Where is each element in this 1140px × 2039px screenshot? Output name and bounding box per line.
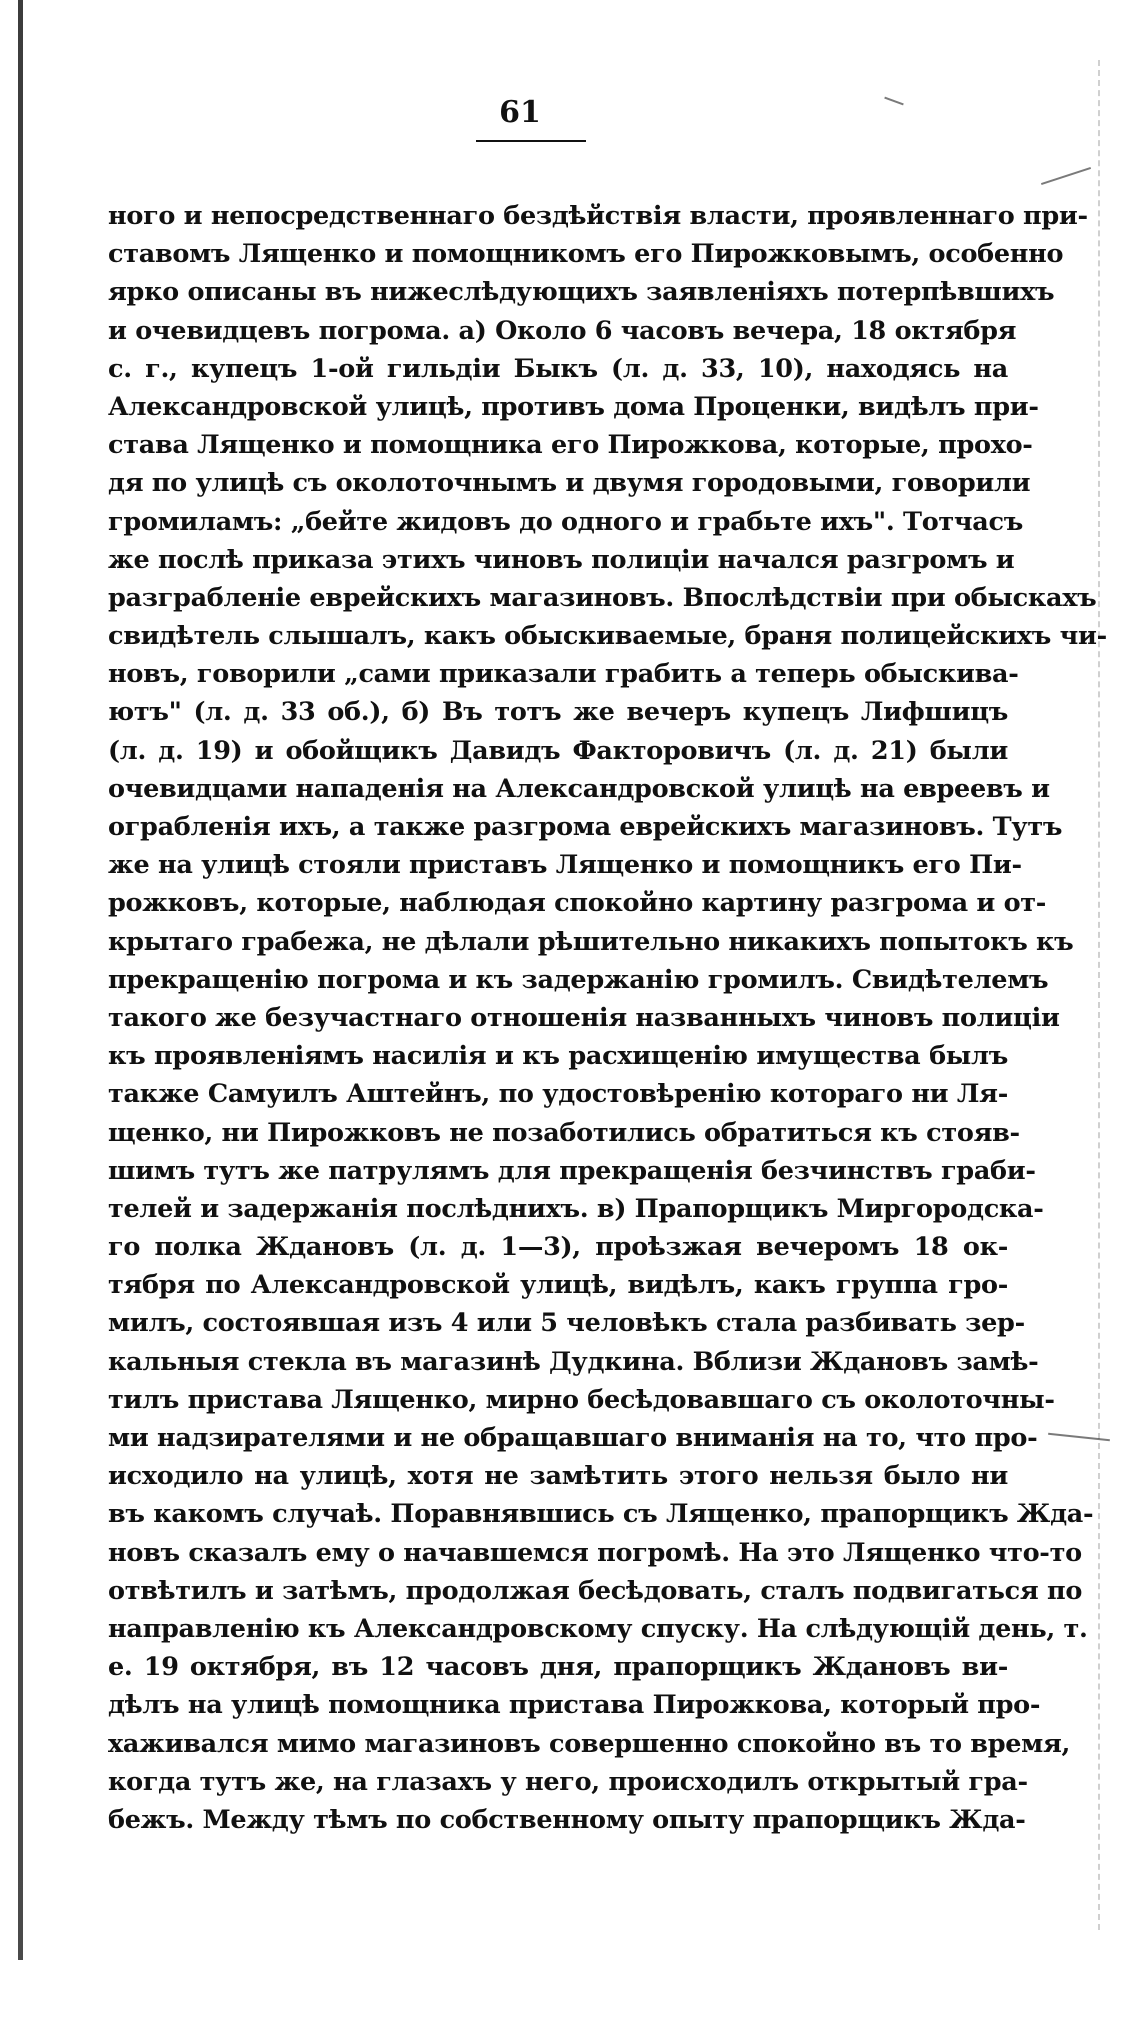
text-line: го полка Ждановъ (л. д. 1—3), проѣзжая вечеромъ 18 ок-: [108, 1232, 1008, 1263]
text-line: и очевидцевъ погрома. а) Около 6 часовъ вечера, 18 октября: [108, 315, 1017, 346]
text-line: милъ, состоявшая изъ 4 или 5 человѣкъ стала разбивать зер-: [108, 1308, 1025, 1339]
text-line: ярко описаны въ нижеслѣдующихъ заявленіяхъ потерпѣвшихъ: [108, 277, 1055, 308]
margin-mark: [1041, 167, 1091, 185]
text-line: с. г., купецъ 1-ой гильдіи Быкъ (л. д. 33, 10), находясь на: [108, 353, 1008, 384]
text-line: хаживался мимо магазиновъ совершенно спокойно въ то время,: [108, 1728, 1071, 1759]
page-right-edge-marks: [1098, 60, 1102, 1930]
text-line: очевидцами нападенія на Александровской улицѣ на евреевъ и: [108, 773, 1050, 804]
text-line: также Самуилъ Аштейнъ, по удостовѣренію котораго ни Ля-: [108, 1079, 1008, 1110]
text-line: рожковъ, которые, наблюдая спокойно картину разгрома и от-: [108, 888, 1047, 919]
margin-mark: [884, 97, 903, 106]
text-line: въ какомъ случаѣ. Поравнявшись съ Лященко, прапорщикъ Жда-: [108, 1499, 1094, 1530]
text-line: свидѣтель слышалъ, какъ обыскиваемые, браня полицейскихъ чи-: [108, 621, 1107, 652]
body-text: [108, 197, 1107, 1839]
text-line: става Лященко и помощника его Пирожкова, которые, прохо-: [108, 430, 1033, 461]
text-line: новъ сказалъ ему о начавшемся погромѣ. На это Лященко что-то: [108, 1537, 1082, 1568]
text-line: новъ, говорили „сами приказали грабить а теперь обыскива-: [108, 659, 1019, 690]
text-line: Александровской улицѣ, противъ дома Проценки, видѣлъ при-: [108, 391, 1039, 422]
text-line: бежъ. Между тѣмъ по собственному опыту прапорщикъ Жда-: [108, 1804, 1026, 1835]
text-line: ми надзирателями и не обращавшаго вниманія на то, что про-: [108, 1423, 1038, 1453]
text-line: прекращенію погрома и къ задержанію громилъ. Свидѣтелемъ: [108, 964, 1049, 995]
text-line: дѣлъ на улицѣ помощника пристава Пирожкова, который про-: [108, 1690, 1041, 1721]
text-line: щенко, ни Пирожковъ не позаботились обратиться къ стояв-: [108, 1117, 1020, 1148]
text-line: къ проявленіямъ насилія и къ расхищенію имущества былъ: [108, 1041, 1008, 1072]
text-line: ютъ" (л. д. 33 об.), б) Въ тотъ же вечеръ купецъ Лифшицъ: [108, 697, 1008, 728]
page-number-rule: [476, 140, 586, 142]
text-line: дя по улицѣ съ околоточнымъ и двумя городовыми, говорили: [108, 468, 1031, 499]
text-line: исходило на улицѣ, хотя не замѣтить этого нельзя было ни: [108, 1461, 1008, 1492]
page-left-edge-shadow: [18, 0, 23, 1960]
text-line: крытаго грабежа, не дѣлали рѣшительно никакихъ попытокъ къ: [108, 926, 1074, 957]
text-line: же послѣ приказа этихъ чиновъ полиціи начался разгромъ и: [108, 544, 1015, 575]
page-number: 61: [499, 95, 541, 130]
text-line: же на улицѣ стояли приставъ Лященко и помощникъ его Пи-: [108, 850, 1022, 881]
text-line: кальныя стекла въ магазинѣ Дудкина. Вблизи Ждановъ замѣ-: [108, 1346, 1039, 1377]
text-line: разграбленіе еврейскихъ магазиновъ. Впослѣдствіи при обыскахъ: [108, 582, 1097, 613]
text-line: когда тутъ же, на глазахъ у него, происходилъ открытый гра-: [108, 1766, 1028, 1797]
text-line: ставомъ Лященко и помощникомъ его Пирожковымъ, особенно: [108, 239, 1064, 270]
text-line: ного и непосредственнаго бездѣйствія власти, проявленнаго при-: [108, 201, 1088, 231]
text-line: такого же безучастнаго отношенія названныхъ чиновъ полиціи: [108, 1002, 1060, 1033]
text-line: телей и задержанія послѣднихъ. в) Прапорщикъ Миргородска-: [108, 1193, 1044, 1224]
text-line: (л. д. 19) и обойщикъ Давидъ Факторовичъ (л. д. 21) были: [108, 735, 1008, 766]
text-line: направленію къ Александровскому спуску. На слѣдующій день, т.: [108, 1613, 1088, 1644]
text-line: тилъ пристава Лященко, мирно бесѣдовавшаго съ околоточны-: [108, 1384, 1055, 1415]
text-line: е. 19 октября, въ 12 часовъ дня, прапорщикъ Ждановъ ви-: [108, 1652, 1008, 1683]
text-line: ограбленія ихъ, а также разгрома еврейскихъ магазиновъ. Тутъ: [108, 812, 1063, 842]
text-line: громиламъ: „бейте жидовъ до одного и грабьте ихъ". Тотчасъ: [108, 506, 1024, 537]
text-line: шимъ тутъ же патрулямъ для прекращенія безчинствъ граби-: [108, 1155, 1036, 1186]
text-line: тября по Александровской улицѣ, видѣлъ, какъ группа гро-: [108, 1270, 1008, 1301]
text-line: отвѣтилъ и затѣмъ, продолжая бесѣдовать, сталъ подвигаться по: [108, 1575, 1083, 1606]
